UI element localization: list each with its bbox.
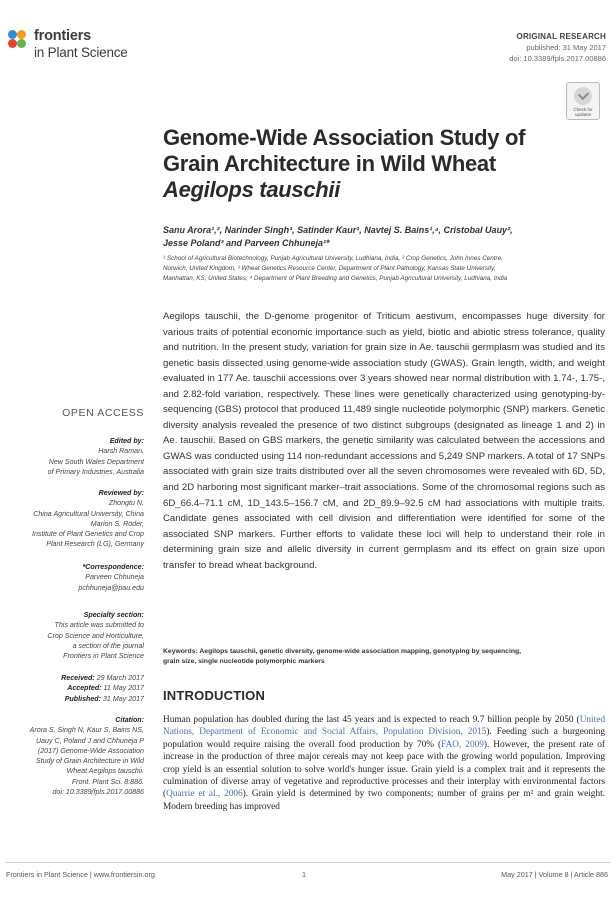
reviewer1-affiliation: China Agricultural University, China xyxy=(33,509,144,518)
editor-affiliation1: New South Wales Department xyxy=(48,457,144,466)
published-date-side: 31 May 2017 xyxy=(102,694,144,703)
correspondence-email[interactable]: pchhuneja@pau.edu xyxy=(78,583,144,592)
article-doi[interactable]: doi: 10.3389/fpls.2017.00886 xyxy=(509,54,606,63)
title-line2: Grain Architecture in Wild Wheat xyxy=(163,151,496,176)
reviewed-by-label: Reviewed by: xyxy=(98,489,144,497)
keywords xyxy=(163,647,605,666)
citation-line7[interactable]: doi: 10.3389/fpls.2017.00886 xyxy=(52,788,144,797)
accepted-date: 11 May 2017 xyxy=(103,684,144,693)
keywords-line2: grain size, single nucleotide polymorphic markers xyxy=(163,657,325,665)
reviewer-block xyxy=(6,488,144,550)
reviewer2-affiliation1: Institute of Plant Genetics and Crop xyxy=(32,530,144,539)
citation-line6: Front. Plant Sci. 8:886. xyxy=(71,777,144,786)
accepted-label: Accepted: xyxy=(67,684,102,693)
citation-line1: Arora S, Singh N, Kaur S, Bains NS, xyxy=(29,726,144,735)
article-title xyxy=(163,125,603,203)
affiliation-line1: ¹ School of Agricultural Biotechnology, Punjab Agricultural University, Ludhiana, India, ² Crop Genetics, John Innes Centre, xyxy=(163,255,503,262)
published-label: Published: xyxy=(64,694,101,703)
published-date: published: 31 May 2017 xyxy=(526,43,606,52)
affiliation-line3: Manhattan, KS, United States, ⁴ Department of Plant Breeding and Genetics, Punjab Agricultural University, Ludhiana, India xyxy=(163,275,508,283)
authors-line1: Sanu Arora¹,², Narinder Singh³, Satinder Kaur¹, Navtej S. Bains¹,⁴, Cristobal Uauy², xyxy=(163,225,513,235)
intro-ref-un[interactable]: United Nations, Department of Economic and Social Affairs, Population Division, 2015 xyxy=(163,715,605,738)
journal-logo[interactable] xyxy=(8,28,168,78)
keywords-line1: Keywords: Aegilops tauschii, genetic diversity, genome-wide association mapping, genotyping by sequencing, xyxy=(163,648,522,655)
check-updates-icon xyxy=(574,87,592,105)
intro-ref-quarrie[interactable]: Quarrie et al., 2006 xyxy=(166,789,243,800)
article-type: ORIGINAL RESEARCH xyxy=(516,32,606,41)
citation-line3: (2017) Genome-Wide Association xyxy=(37,746,144,755)
reviewer1-name: Zhongtu N, xyxy=(108,499,144,508)
title-line1: Genome-Wide Association Study of xyxy=(163,125,526,150)
editor-block xyxy=(6,436,144,477)
edited-by-label: Edited by: xyxy=(109,437,144,445)
citation-line4: Study of Grain Architecture in Wild xyxy=(35,757,144,766)
received-date: 29 March 2017 xyxy=(96,674,144,682)
correspondence-name: Parveen Chhuneja xyxy=(85,573,144,582)
author-list xyxy=(163,224,603,250)
check-for-updates-badge[interactable] xyxy=(566,82,600,120)
title-line3: Aegilops tauschii xyxy=(163,177,341,202)
publisher-name: frontiers xyxy=(34,28,92,44)
intro-text-b: ). Feeding such a burgeoning population would require raising the overall food production by 70% ( xyxy=(163,727,605,750)
correspondence-block xyxy=(6,562,144,593)
specialty-block xyxy=(6,610,144,661)
specialty-label: Specialty section: xyxy=(83,611,144,619)
intro-text-d: ). Grain yield is determined by two components; number of grains per m² and grain weight. Modern breeding has improved xyxy=(163,789,606,812)
abstract: Aegilops tauschii, the D-genome progenitor of Triticum aestivum, encompasses huge diversity for various traits of potential economic importance such as yield, biotic and abiotic stress tolerance, quality and nutrition. In the present study, variation for grain size in Ae. tauschii germplasm was studied and its genetic basis dissected using genome-wide association study (GWAS). Grain length, width, and weight evaluated in 177 Ae. tauschii accessions over 3 years showed near normal distribution with 1.74-, 1.75-, and 2.82-fold variation, respectively. These lines were genetically characterized using genotyping-by-sequencing (GBS) protocol that produced 11,489 single nucleotide polymorphic (SNP) markers. Genetic diversity analysis revealed the presence of two distinct subgroups (designated as lineage 1 and 2) in Ae. tauschii. Based on GBS markers, the genetic similarity was calculated between the accessions and GWAS was conducted using 114 non-redundant accessions and 5,249 SNP markers. A total of 17 SNPs associated with grain size traits distributed over all the seven chromosomes were revealed with 6D, 5D, and 2D harboring most significant marker–trait associations. Some of the chromosomal regions such as 6D_66.4–71.1 cM, 1D_143.5–156.7 cM, and 2D_89.9–92.5 cM had associations with multiple traits. Candidate genes associated with cell division and differentiation were identified for some of the associated SNP markers. Further efforts to validate these loci will help to understand their role in determining grain size and allelic diversity in current germplasm and its effect on grain size upon transfer to bread wheat background. xyxy=(163,311,605,571)
citation-block xyxy=(6,715,144,797)
intro-text-c: ). However, the present rate of increase in the production of three major cereals may not keep pace with the growing world population. Improving crop yield is an essential solution to solve world's hunger issue. Grain yield is a complex trait and it represents the culmination of diverse array of vegetative and reproductive processes and their interplay with environmental factors ( xyxy=(163,739,605,800)
footer-volume-info: May 2017 | Volume 8 | Article 886 xyxy=(501,870,608,879)
footer-divider xyxy=(6,862,610,863)
citation-line2: Uauy C, Poland J and Chhuneja P xyxy=(35,736,144,745)
authors-line2: Jesse Poland³ and Parveen Chhuneja¹* xyxy=(163,238,330,248)
page-number: 1 xyxy=(302,870,306,879)
footer-journal-site[interactable]: Frontiers in Plant Science | www.frontiersin.org xyxy=(6,870,155,879)
article-meta xyxy=(509,31,606,64)
specialty-line2: Crop Science and Horticulture, xyxy=(47,631,144,640)
frontiers-logo-icon xyxy=(8,30,32,54)
journal-name: in Plant Science xyxy=(34,45,128,60)
reviewer2-affiliation2: Plant Research (LG), Germany xyxy=(46,540,144,549)
open-access-label: OPEN ACCESS xyxy=(62,407,144,419)
badge-line2: updates xyxy=(574,112,591,117)
intro-ref-fao[interactable]: FAO, 2009 xyxy=(441,739,484,750)
dates-block xyxy=(6,673,144,704)
affiliation-line2: Norwich, United Kingdom, ³ Wheat Genetics Resource Center, Department of Plant Pathology, Kansas State University, xyxy=(163,265,496,273)
received-label: Received: xyxy=(61,674,95,682)
specialty-line3: a section of the journal xyxy=(72,641,144,650)
affiliations xyxy=(163,254,603,285)
correspondence-label: *Correspondence: xyxy=(82,563,144,571)
intro-text-a: Human population has doubled during the last 45 years and is expected to reach 9.7 billion people by 2050 ( xyxy=(163,715,580,725)
introduction-text xyxy=(163,714,605,813)
specialty-line4: Frontiers in Plant Science xyxy=(63,652,144,661)
specialty-line1: This article was submitted to xyxy=(54,621,144,630)
editor-affiliation2: of Primary Industries, Australia xyxy=(47,467,144,476)
badge-line1: Check for xyxy=(573,107,593,112)
introduction-heading: INTRODUCTION xyxy=(163,688,266,703)
citation-line5: Wheat Aegilops tauschii. xyxy=(66,767,144,776)
citation-label: Citation: xyxy=(115,716,144,724)
editor-name: Harsh Raman, xyxy=(98,447,144,456)
reviewer2-name: Marion S. Röder, xyxy=(90,519,144,528)
